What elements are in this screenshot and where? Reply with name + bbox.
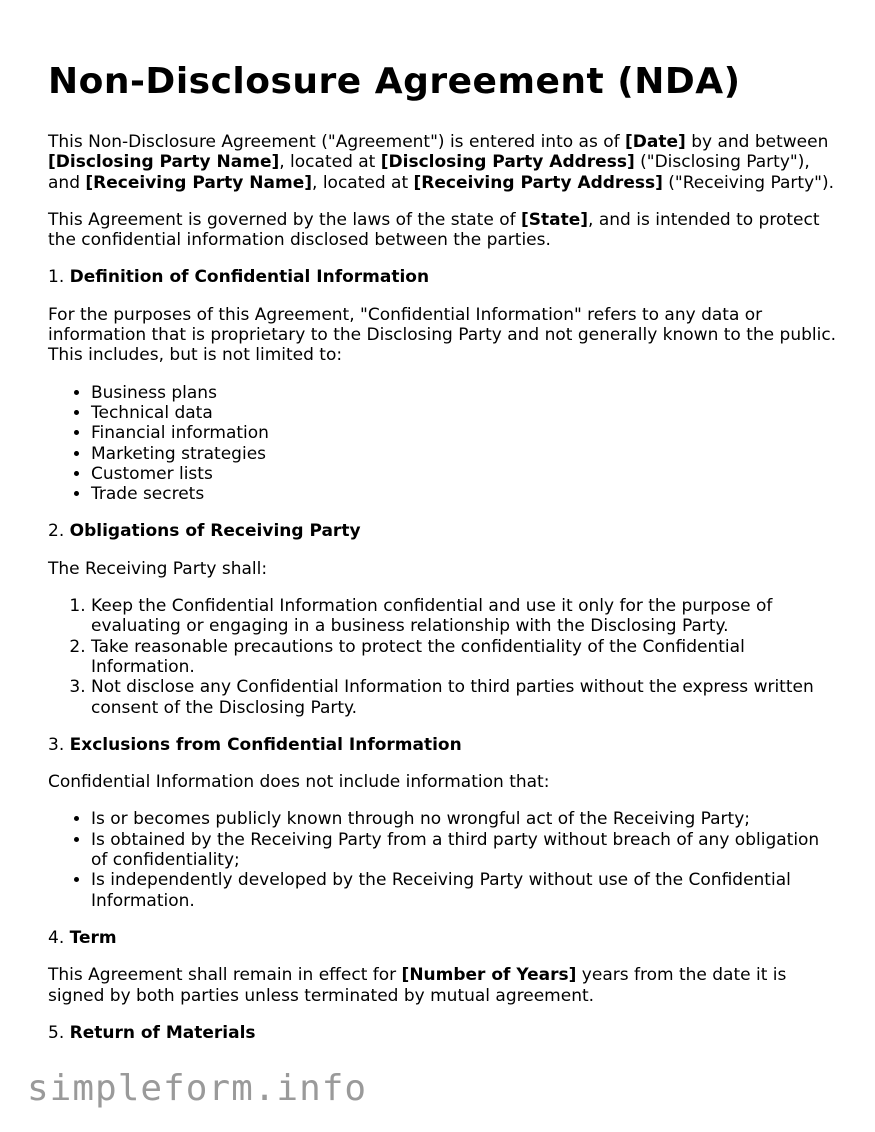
governing-text: , and is intended to protect the confidential information disclosed between the parties. — [48, 209, 820, 251]
section-number: 3. — [48, 734, 70, 755]
intro-text: This Non-Disclosure Agreement ("Agreement") is entered into as of — [48, 132, 626, 152]
disclosing-address-placeholder: [Disclosing Party Address] — [380, 152, 635, 173]
list-item: • Financial information — [91, 423, 838, 443]
section-1-list — [48, 383, 838, 505]
intro-text: ("Disclosing Party"), and — [48, 152, 810, 193]
document — [48, 58, 838, 1060]
section-number: 4. — [48, 927, 70, 948]
intro-paragraph — [48, 132, 838, 193]
section-2-heading — [48, 521, 838, 541]
intro-text: , located at — [312, 172, 414, 193]
section-1-heading — [48, 267, 838, 287]
page-title: Non-Disclosure Agreement (NDA) — [48, 61, 741, 102]
watermark: simpleform.info — [27, 1068, 368, 1109]
disclosing-name-placeholder: [Disclosing Party Name] — [48, 152, 280, 173]
section-title: Return of Materials — [69, 1022, 256, 1043]
section-number: 1. — [48, 267, 70, 288]
section-4-heading — [48, 928, 838, 948]
list-item: • Marketing strategies — [91, 444, 838, 464]
section-3-heading — [48, 735, 838, 755]
section-2-list — [48, 596, 838, 718]
date-placeholder: [Date] — [625, 132, 686, 152]
governing-text: This Agreement is governed by the laws of the state of — [48, 209, 521, 230]
section-title: Exclusions from Confidential Information — [69, 734, 462, 755]
section-number: 5. — [48, 1022, 70, 1043]
term-text: This Agreement shall remain in effect for — [48, 965, 402, 986]
section-title: Definition of Confidential Information — [69, 267, 430, 288]
section-number: 2. — [48, 521, 70, 542]
section-5-heading — [48, 1023, 838, 1043]
list-item: 2. Take reasonable precautions to protect the confidentiality of the Confidential Information. — [91, 637, 838, 678]
list-item: • Is obtained by the Receiving Party from a third party without breach of any obligation of confidentiality; — [91, 830, 838, 871]
section-1-body: For the purposes of this Agreement, "Confidential Information" refers to any data or information that is proprietary to the Disclosing Party and not generally known to the public. This includes, but is not limited to: — [48, 304, 837, 366]
section-title: Term — [69, 927, 117, 948]
term-text: years from the date it is signed by both parties unless terminated by mutual agreement. — [48, 965, 787, 1006]
governing-paragraph — [48, 210, 838, 251]
intro-text: , located at — [279, 152, 381, 173]
list-item: • Technical data — [91, 403, 838, 423]
list-item: 1. Keep the Confidential Information confidential and use it only for the purpose of evaluating or engaging in a business relationship with the Disclosing Party. — [91, 596, 838, 637]
list-item: • Is independently developed by the Receiving Party without use of the Confidential Information. — [91, 870, 838, 911]
list-item: • Trade secrets — [91, 484, 838, 504]
section-4-body — [48, 965, 838, 1006]
years-placeholder: [Number of Years] — [401, 965, 577, 986]
section-3-list — [48, 809, 838, 910]
intro-text: ("Receiving Party"). — [662, 172, 834, 193]
list-item: • Customer lists — [91, 464, 838, 484]
list-item: • Is or becomes publicly known through no wrongful act of the Receiving Party; — [91, 809, 838, 829]
section-2-body: The Receiving Party shall: — [48, 558, 268, 579]
section-title: Obligations of Receiving Party — [69, 521, 361, 542]
receiving-name-placeholder: [Receiving Party Name] — [85, 172, 313, 193]
list-item: 3. Not disclose any Confidential Information to third parties without the express written consent of the Disclosing Party. — [91, 677, 838, 718]
section-3-body: Confidential Information does not include information that: — [48, 772, 550, 793]
state-placeholder: [State] — [521, 209, 589, 230]
intro-text: by and between — [685, 132, 829, 152]
receiving-address-placeholder: [Receiving Party Address] — [413, 172, 663, 193]
list-item: • Business plans — [91, 383, 838, 403]
